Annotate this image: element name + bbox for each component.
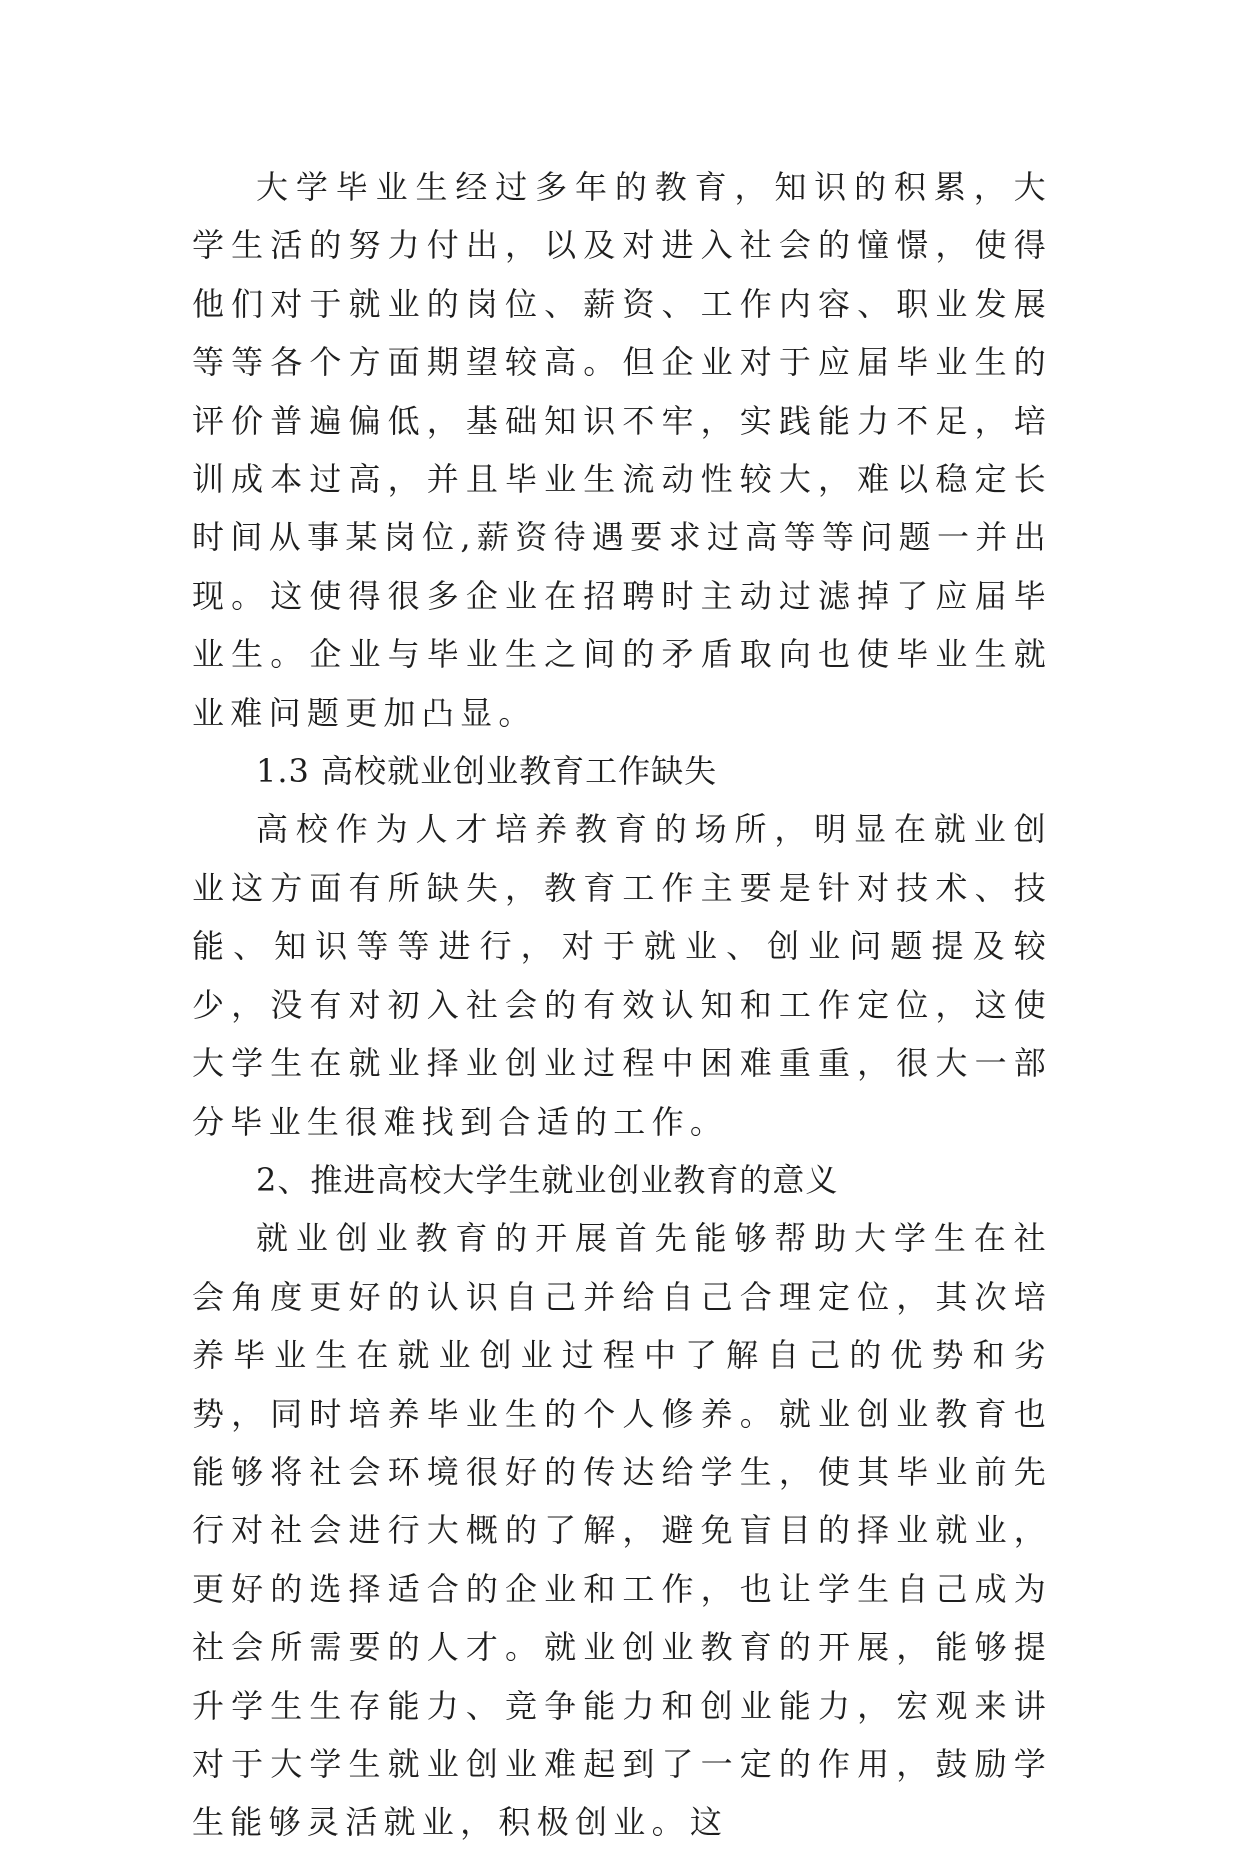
body-paragraph-2: 高校作为人才培养教育的场所，明显在就业创业这方面有所缺失，教育工作主要是针对技术、技能、知识等等进行，对于就业、创业问题提及较少，没有对初入社会的有效认知和工作定位，这使大学生在就业择业创业过程中困难重重，很大一部分毕业生很难找到合适的工作。	[192, 810, 1052, 1141]
section-heading-1-3: 1.3 高校就业创业教育工作缺失	[256, 752, 718, 791]
body-paragraph-1: 大学毕业生经过多年的教育，知识的积累，大学生活的努力付出，以及对进入社会的憧憬，使得他们对于就业的岗位、薪资、工作内容、职业发展等等各个方面期望较高。但企业对于应届毕业生的评价普遍偏低，基础知识不牢，实践能力不足，培训成本过高，并且毕业生流动性较大，难以稳定长时间从事某岗位,薪资待遇要求过高等等问题一并出现。这使得很多企业在招聘时主动过滤掉了应届毕业生。企业与毕业生之间的矛盾取向也使毕业生就业难问题更加凸显。	[192, 168, 1052, 732]
body-paragraph-3: 就业创业教育的开展首先能够帮助大学生在社会角度更好的认识自己并给自己合理定位，其次培养毕业生在就业创业过程中了解自己的优势和劣势，同时培养毕业生的个人修养。就业创业教育也能够将社会环境很好的传达给学生，使其毕业前先行对社会进行大概的了解，避免盲目的择业就业，更好的选择适合的企业和工作，也让学生自己成为社会所需要的人才。就业创业教育的开展，能够提升学生生存能力、竞争能力和创业能力，宏观来讲对于大学生就业创业难起到了一定的作用，鼓励学生能够灵活就业，积极创业。这	[192, 1219, 1052, 1842]
section-heading-2: 2、推进高校大学生就业创业教育的意义	[256, 1160, 839, 1199]
document-body	[192, 158, 1052, 1852]
